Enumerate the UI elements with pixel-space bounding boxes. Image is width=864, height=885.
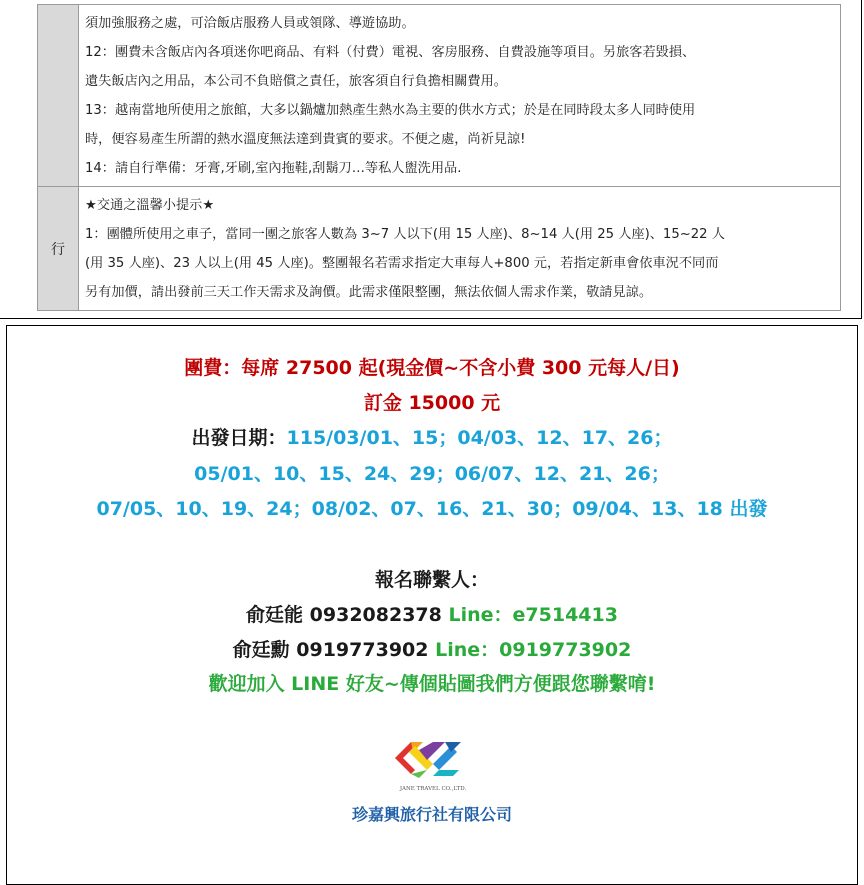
notes-table <box>37 4 841 311</box>
contact-line-id: Line：e7514413 <box>448 604 618 626</box>
notes-section <box>0 0 862 319</box>
contact-heading: 報名聯繫人： <box>374 569 489 591</box>
notes-row <box>38 187 841 311</box>
tour-info-box <box>6 325 858 885</box>
notes-body-cell <box>79 5 841 187</box>
note-line: 12：團費未含飯店內各項迷你吧商品、有料（付費）電視、客房服務、自費設施等項目。另旅客若毀損、 <box>85 45 696 60</box>
note-line: 遺失飯店內之用品，本公司不負賠償之責任，旅客須自行負擔相關費用。 <box>85 74 507 89</box>
notes-side-cell: 行 <box>38 187 79 311</box>
departure-label: 出發日期： <box>191 427 287 449</box>
contact-name-phone: 俞廷能 0932082378 <box>246 604 449 626</box>
note-line: 14：請自行準備：牙膏,牙刷,室內拖鞋,刮鬍刀…等私人盥洗用品. <box>85 161 462 176</box>
note-line: (用 35 人座)、23 人以上(用 45 人座)。整團報名若需求指定大車每人+800 元，若指定新車會依車況不同而 <box>85 256 719 271</box>
note-line: 13：越南當地所使用之旅館，大多以鍋爐加熱產生熱水為主要的供水方式；於是在同時段太多人同時使用 <box>85 103 696 118</box>
tour-deposit: 訂金 15000 元 <box>363 392 501 414</box>
line-welcome-text: 歡迎加入 LINE 好友~傳個貼圖我們方便跟您聯繫唷! <box>208 673 656 695</box>
notes-side-cell <box>38 5 79 187</box>
contact-line-id: Line：0919773902 <box>435 639 632 661</box>
note-line: ★交通之溫馨小提示★ <box>85 198 215 213</box>
note-line: 另有加價，請出發前三天工作天需求及詢價。此需求僅限整團，無法依個人需求作業，敬請見諒。 <box>85 285 653 300</box>
tour-price: 團費：每席 27500 起(現金價~不含小費 300 元每人/日) <box>184 357 680 379</box>
departure-dates-line <box>7 423 857 450</box>
contact-line <box>7 635 857 662</box>
note-line: 須加強服務之處，可洽飯店服務人員或領隊、導遊協助。 <box>85 16 415 31</box>
note-line: 1：團體所使用之車子，當同一團之旅客人數為 3~7 人以下(用 15 人座)、8~14 人(用 25 人座)、15~22 人 <box>85 227 725 242</box>
notes-row <box>38 5 841 187</box>
logo-caption: JANE TRAVEL CO.,LTD. <box>399 786 467 792</box>
departure-dates: 115/03/01、15；04/03、12、17、26； <box>286 427 673 449</box>
departure-dates: 05/01、10、15、24、29；06/07、12、21、26； <box>194 463 670 485</box>
note-line: 時，便容易產生所謂的熱水溫度無法達到貴賓的要求。不便之處，尚祈見諒! <box>85 132 526 147</box>
notes-body-cell <box>79 187 841 311</box>
company-name: 珍嘉興旅行社有限公司 <box>351 805 512 824</box>
departure-dates: 07/05、10、19、24；08/02、07、16、21、30；09/04、13、18 出發 <box>96 498 768 520</box>
contact-line <box>7 600 857 627</box>
contact-name-phone: 俞廷勳 0919773902 <box>232 639 436 661</box>
company-logo-icon <box>389 736 477 798</box>
